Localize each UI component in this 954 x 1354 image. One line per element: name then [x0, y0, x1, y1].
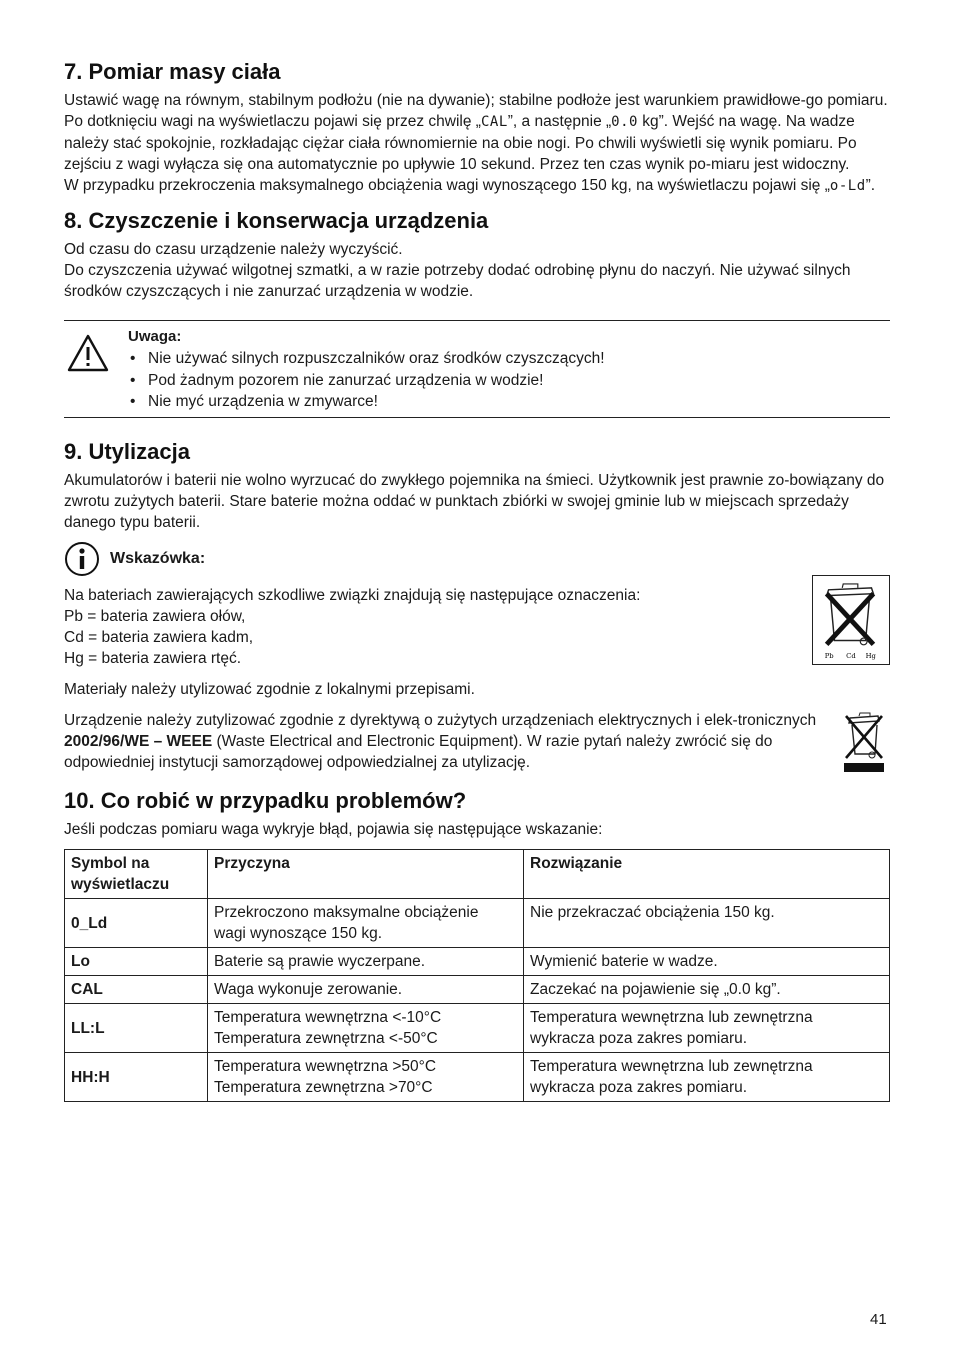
- battery-info: [64, 585, 890, 669]
- table-row: [65, 1053, 890, 1102]
- symbol-cell: LL:L: [65, 1004, 208, 1053]
- table-row: [65, 976, 890, 1004]
- section-body-weight: [64, 58, 890, 197]
- list-item: • Pod żadnym pozorem nie zanurzać urządzenia w wodzie!: [128, 370, 890, 392]
- bat-label-hg: Hg: [865, 652, 876, 660]
- warning-icon: [66, 333, 110, 373]
- paragraph: Materiały należy utylizować zgodnie z lokalnymi przepisami.: [64, 681, 475, 698]
- paragraph: Jeśli podczas pomiaru waga wykryje błąd, pojawia się następujące wskazanie:: [64, 821, 603, 838]
- page-number: 41: [870, 1311, 887, 1328]
- table-header: Symbol na wyświetlaczu: [65, 850, 208, 899]
- cause-cell: Waga wykonuje zerowanie.: [208, 976, 524, 1004]
- paragraph: Ustawić wagę na równym, stabilnym podłożu (nie na dywanie); stabilne podłoże jest warunkiem prawidłowe-go pomiaru.: [64, 92, 888, 109]
- paragraph: Hg = bateria zawiera rtęć.: [64, 650, 242, 667]
- lcd-text: 0.0: [611, 114, 638, 130]
- warning-list: [128, 348, 890, 413]
- symbol-cell: HH:H: [65, 1053, 208, 1102]
- section-title: 10. Co robić w przypadku problemów?: [64, 788, 467, 813]
- table-header-row: [65, 850, 890, 899]
- hint-title: Wskazówka:: [110, 550, 206, 567]
- cause-cell: Temperatura wewnętrzna >50°C Temperatura zewnętrzna >70°C: [208, 1053, 524, 1102]
- lcd-text: o-Ld: [829, 178, 866, 194]
- weee-crossed-bin-icon: [840, 708, 888, 774]
- section-disposal: [64, 438, 890, 773]
- fix-cell: Temperatura wewnętrzna lub zewnętrzna wykracza poza zakres pomiaru.: [524, 1053, 890, 1102]
- paragraph: Od czasu do czasu urządzenie należy wyczyścić.: [64, 241, 403, 258]
- list-item: • Nie myć urządzenia w zmywarce!: [128, 391, 890, 413]
- crossed-bin-battery-icon: [812, 575, 890, 665]
- table-header: Przyczyna: [208, 850, 524, 899]
- lcd-text: CAL: [480, 114, 508, 130]
- section-title: 9. Utylizacja: [64, 439, 190, 464]
- error-table: [64, 849, 890, 1102]
- paragraph: Po dotknięciu wagi na wyświetlaczu pojawi się przez chwilę „CAL”, a następnie „0.0 kg”. Wejść na wagę. Na wadze należy stać spokojnie, rozkładając ciężar ciała równomiernie na obie nogi. Po chwili wyświetli się wynik pomiaru. Po zejściu z wagi wyłącza się ona automatycznie po upływie 10 sekund. Przez ten czas wynik po-miaru jest widoczny.: [64, 113, 857, 173]
- page-content: [64, 58, 890, 1102]
- table-row: [65, 1004, 890, 1053]
- symbol-cell: Lo: [65, 948, 208, 976]
- fix-cell: Wymienić baterie w wadze.: [524, 948, 890, 976]
- cause-cell: Baterie są prawie wyczerpane.: [208, 948, 524, 976]
- paragraph: Do czyszczenia używać wilgotnej szmatki, a w razie potrzeby dodać odrobinę płynu do naczyń. Nie używać silnych środków czyszczących i nie zanurzać urządzenia w wodzie.: [64, 262, 851, 300]
- paragraph: Urządzenie należy zutylizować zgodnie z dyrektywą o zużytych urządzeniach elektrycznych i elek-tronicznych 2002/96/WE – WEEE (Waste Electrical and Electronic Equipment). W razie pytań należy zwrócić się do odpowiedniej instytucji samorządowej odpowiedzialnej za utylizację.: [64, 712, 817, 771]
- paragraph: Akumulatorów i baterii nie wolno wyrzucać do zwykłego pojemnika na śmieci. Użytkownik jest prawnie zo-bowiązany do zwrotu zużytych baterii. Stare baterie można oddać w punktach zbiórki w swojej gminie lub w miejscach sprzedaży danego typu baterii.: [64, 472, 885, 531]
- directive-code: 2002/96/WE – WEEE: [64, 733, 213, 750]
- section-cleaning: [64, 207, 890, 302]
- hint-header: [64, 541, 890, 577]
- symbol-cell: 0_Ld: [65, 899, 208, 948]
- bat-label-cd: Cd: [846, 652, 856, 660]
- section-troubleshooting: [64, 787, 890, 1102]
- paragraph: Pb = bateria zawiera ołów,: [64, 608, 246, 625]
- paragraph: Na bateriach zawierających szkodliwe związki znajdują się następujące oznaczenia:: [64, 587, 641, 604]
- bat-label-pb: Pb: [824, 652, 834, 660]
- table-row: [65, 899, 890, 948]
- info-icon: [64, 541, 100, 577]
- table-row: [65, 948, 890, 976]
- cause-cell: Temperatura wewnętrzna <-10°C Temperatura zewnętrzna <-50°C: [208, 1004, 524, 1053]
- list-item: • Nie używać silnych rozpuszczalników oraz środków czyszczących!: [128, 348, 890, 370]
- weee-info: [64, 710, 890, 773]
- section-title: 8. Czyszczenie i konserwacja urządzenia: [64, 208, 489, 233]
- fix-cell: Nie przekraczać obciążenia 150 kg.: [524, 899, 890, 948]
- fix-cell: Temperatura wewnętrzna lub zewnętrzna wykracza poza zakres pomiaru.: [524, 1004, 890, 1053]
- warning-box: [64, 320, 890, 418]
- warning-title: Uwaga:: [128, 328, 182, 345]
- section-title: 7. Pomiar masy ciała: [64, 59, 281, 84]
- cause-cell: Przekroczono maksymalne obciążenie wagi wynoszące 150 kg.: [208, 899, 524, 948]
- paragraph: Cd = bateria zawiera kadm,: [64, 629, 254, 646]
- fix-cell: Zaczekać na pojawienie się „0.0 kg”.: [524, 976, 890, 1004]
- paragraph: W przypadku przekroczenia maksymalnego obciążenia wagi wynoszącego 150 kg, na wyświetlaczu pojawi się „o-Ld”.: [64, 177, 876, 194]
- symbol-cell: CAL: [65, 976, 208, 1004]
- table-header: Rozwiązanie: [524, 850, 890, 899]
